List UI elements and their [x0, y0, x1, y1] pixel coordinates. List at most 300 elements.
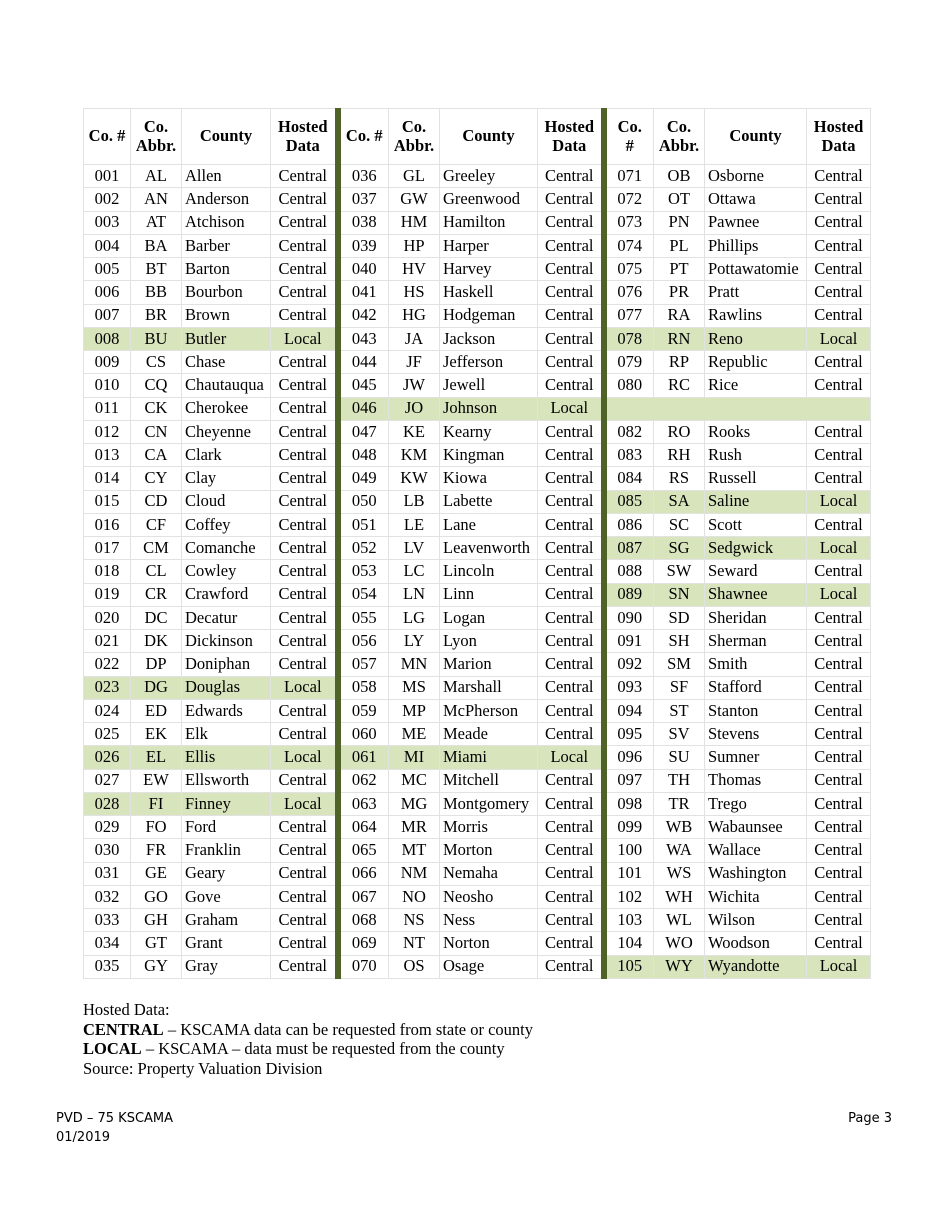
table-row — [84, 304, 871, 327]
county-abbr: AN — [131, 188, 182, 211]
table-row — [84, 490, 871, 513]
hosted-data: Central — [538, 327, 604, 350]
county-name: Lane — [440, 513, 538, 536]
hosted-data: Central — [538, 885, 604, 908]
county-name: Grant — [182, 932, 271, 955]
county-abbr: SV — [654, 723, 705, 746]
county-abbr: RA — [654, 304, 705, 327]
county-abbr: JO — [389, 397, 440, 420]
hosted-data: Central — [271, 583, 338, 606]
table-row — [84, 351, 871, 374]
table-row — [84, 467, 871, 490]
hosted-data: Central — [271, 490, 338, 513]
hosted-data: Central — [807, 467, 871, 490]
county-number: 096 — [604, 746, 654, 769]
county-number: 089 — [604, 583, 654, 606]
county-abbr: ST — [654, 699, 705, 722]
county-abbr: CD — [131, 490, 182, 513]
hosted-data: Central — [807, 560, 871, 583]
county-abbr: CK — [131, 397, 182, 420]
county-number: 075 — [604, 258, 654, 281]
county-abbr: LN — [389, 583, 440, 606]
county-name: Graham — [182, 909, 271, 932]
county-number: 101 — [604, 862, 654, 885]
county-name: Dickinson — [182, 630, 271, 653]
county-abbr: ME — [389, 723, 440, 746]
county-abbr: CF — [131, 513, 182, 536]
county-abbr: PN — [654, 211, 705, 234]
county-abbr: KW — [389, 467, 440, 490]
county-abbr: MG — [389, 792, 440, 815]
county-abbr: CY — [131, 467, 182, 490]
county-abbr: DG — [131, 676, 182, 699]
county-abbr: JF — [389, 351, 440, 374]
county-name: Osage — [440, 955, 538, 978]
county-name: Marshall — [440, 676, 538, 699]
county-table — [83, 108, 871, 979]
county-number: 062 — [338, 769, 389, 792]
county-name: Clay — [182, 467, 271, 490]
hosted-data: Central — [538, 676, 604, 699]
county-name: Linn — [440, 583, 538, 606]
county-name: Greeley — [440, 165, 538, 188]
hosted-data: Central — [538, 932, 604, 955]
table-row — [84, 862, 871, 885]
county-abbr: HV — [389, 258, 440, 281]
county-abbr: BT — [131, 258, 182, 281]
table-row — [84, 281, 871, 304]
county-number: 105 — [604, 955, 654, 978]
hosted-data: Central — [271, 932, 338, 955]
county-abbr: GT — [131, 932, 182, 955]
table-row — [84, 327, 871, 350]
county-abbr: KM — [389, 444, 440, 467]
county-number: 027 — [84, 769, 131, 792]
county-name: Douglas — [182, 676, 271, 699]
county-name: Pratt — [705, 281, 807, 304]
county-abbr: LB — [389, 490, 440, 513]
county-name: Gray — [182, 955, 271, 978]
table-row — [84, 630, 871, 653]
county-abbr: ED — [131, 699, 182, 722]
hosted-data: Local — [538, 397, 604, 420]
county-abbr: FO — [131, 816, 182, 839]
hosted-data: Central — [807, 630, 871, 653]
county-name: Osborne — [705, 165, 807, 188]
county-number: 079 — [604, 351, 654, 374]
county-name: Reno — [705, 327, 807, 350]
county-abbr: SN — [654, 583, 705, 606]
county-name: Ellsworth — [182, 769, 271, 792]
footer-page-number: Page 3 — [848, 1111, 892, 1126]
county-number: 036 — [338, 165, 389, 188]
hosted-data: Central — [807, 816, 871, 839]
table-row — [84, 839, 871, 862]
county-number: 095 — [604, 723, 654, 746]
county-abbr: SM — [654, 653, 705, 676]
county-number: 010 — [84, 374, 131, 397]
hosted-data: Central — [807, 234, 871, 257]
county-name: Cowley — [182, 560, 271, 583]
hosted-data: Central — [807, 676, 871, 699]
county-name: Leavenworth — [440, 537, 538, 560]
county-number: 015 — [84, 490, 131, 513]
county-name: Morris — [440, 816, 538, 839]
hosted-data: Central — [271, 862, 338, 885]
county-name: Franklin — [182, 839, 271, 862]
county-number: 035 — [84, 955, 131, 978]
county-number: 052 — [338, 537, 389, 560]
county-number: 039 — [338, 234, 389, 257]
county-abbr: GL — [389, 165, 440, 188]
county-abbr: WO — [654, 932, 705, 955]
county-name: Lyon — [440, 630, 538, 653]
county-abbr: NS — [389, 909, 440, 932]
county-number: 051 — [338, 513, 389, 536]
table-row — [84, 723, 871, 746]
county-name: Anderson — [182, 188, 271, 211]
county-name: Wichita — [705, 885, 807, 908]
hosted-data: Central — [807, 606, 871, 629]
county-name: Norton — [440, 932, 538, 955]
county-abbr: OB — [654, 165, 705, 188]
county-abbr: RO — [654, 420, 705, 443]
county-number: 072 — [604, 188, 654, 211]
hosted-data: Central — [807, 513, 871, 536]
county-number: 059 — [338, 699, 389, 722]
hosted-data: Central — [271, 909, 338, 932]
county-number: 041 — [338, 281, 389, 304]
hosted-data: Central — [538, 188, 604, 211]
county-name: Nemaha — [440, 862, 538, 885]
hosted-data: Local — [271, 746, 338, 769]
hosted-data: Central — [271, 397, 338, 420]
hosted-data: Central — [271, 630, 338, 653]
table-row — [84, 885, 871, 908]
county-name: Coffey — [182, 513, 271, 536]
hosted-data: Central — [538, 723, 604, 746]
county-abbr: GY — [131, 955, 182, 978]
hosted-data: Central — [807, 792, 871, 815]
county-number: 066 — [338, 862, 389, 885]
county-abbr: HS — [389, 281, 440, 304]
county-number: 028 — [84, 792, 131, 815]
hosted-data: Central — [538, 165, 604, 188]
county-number: 100 — [604, 839, 654, 862]
county-name: Atchison — [182, 211, 271, 234]
county-number: 084 — [604, 467, 654, 490]
county-name: Comanche — [182, 537, 271, 560]
header-co-abbr: Co. Abbr. — [389, 109, 440, 165]
county-abbr: SG — [654, 537, 705, 560]
county-abbr: MR — [389, 816, 440, 839]
county-number: 076 — [604, 281, 654, 304]
table-row — [84, 560, 871, 583]
county-number: 061 — [338, 746, 389, 769]
hosted-data: Central — [271, 165, 338, 188]
county-abbr: RP — [654, 351, 705, 374]
county-abbr: RC — [654, 374, 705, 397]
county-name: Republic — [705, 351, 807, 374]
county-name: Miami — [440, 746, 538, 769]
blank-cell — [604, 397, 871, 420]
hosted-data: Central — [538, 513, 604, 536]
county-number: 073 — [604, 211, 654, 234]
county-name: Johnson — [440, 397, 538, 420]
county-abbr: BA — [131, 234, 182, 257]
county-name: Clark — [182, 444, 271, 467]
county-number: 065 — [338, 839, 389, 862]
county-number: 040 — [338, 258, 389, 281]
county-name: Decatur — [182, 606, 271, 629]
header-co-num: Co. # — [84, 109, 131, 165]
hosted-data: Central — [807, 304, 871, 327]
county-number: 020 — [84, 606, 131, 629]
county-name: Cherokee — [182, 397, 271, 420]
legend-central-term: CENTRAL — [83, 1019, 164, 1039]
county-abbr: CL — [131, 560, 182, 583]
county-name: Wilson — [705, 909, 807, 932]
county-abbr: BB — [131, 281, 182, 304]
hosted-data: Central — [807, 258, 871, 281]
county-number: 031 — [84, 862, 131, 885]
county-number: 004 — [84, 234, 131, 257]
hosted-data: Central — [271, 560, 338, 583]
county-number: 012 — [84, 420, 131, 443]
hosted-data: Central — [807, 746, 871, 769]
county-name: Kingman — [440, 444, 538, 467]
county-abbr: MI — [389, 746, 440, 769]
hosted-data: Central — [807, 281, 871, 304]
hosted-data: Central — [538, 862, 604, 885]
county-name: Lincoln — [440, 560, 538, 583]
county-number: 014 — [84, 467, 131, 490]
county-abbr: SD — [654, 606, 705, 629]
county-number: 064 — [338, 816, 389, 839]
county-name: Hodgeman — [440, 304, 538, 327]
county-abbr: MP — [389, 699, 440, 722]
county-number: 054 — [338, 583, 389, 606]
county-name: Ellis — [182, 746, 271, 769]
county-abbr: PL — [654, 234, 705, 257]
county-abbr: CQ — [131, 374, 182, 397]
county-abbr: JW — [389, 374, 440, 397]
county-name: Russell — [705, 467, 807, 490]
hosted-data: Local — [807, 583, 871, 606]
county-number: 097 — [604, 769, 654, 792]
county-name: Pawnee — [705, 211, 807, 234]
county-abbr: WY — [654, 955, 705, 978]
county-name: Stevens — [705, 723, 807, 746]
hosted-data: Central — [538, 537, 604, 560]
header-hosted-data: Hosted Data — [807, 109, 871, 165]
county-name: Trego — [705, 792, 807, 815]
hosted-data: Local — [807, 490, 871, 513]
table-row — [84, 258, 871, 281]
hosted-data: Central — [538, 839, 604, 862]
county-abbr: HM — [389, 211, 440, 234]
county-name: Brown — [182, 304, 271, 327]
county-number: 048 — [338, 444, 389, 467]
hosted-data: Central — [807, 351, 871, 374]
hosted-data: Central — [271, 467, 338, 490]
county-name: Geary — [182, 862, 271, 885]
table-row — [84, 955, 871, 978]
county-name: Allen — [182, 165, 271, 188]
hosted-data: Central — [807, 932, 871, 955]
county-abbr: NO — [389, 885, 440, 908]
header-co-num: Co. # — [338, 109, 389, 165]
county-abbr: GH — [131, 909, 182, 932]
hosted-data: Central — [538, 374, 604, 397]
legend — [83, 1000, 533, 1078]
county-name: Ford — [182, 816, 271, 839]
county-name: Finney — [182, 792, 271, 815]
hosted-data: Central — [271, 374, 338, 397]
table-row — [84, 374, 871, 397]
county-number: 088 — [604, 560, 654, 583]
county-number: 050 — [338, 490, 389, 513]
county-name: Neosho — [440, 885, 538, 908]
county-abbr: RN — [654, 327, 705, 350]
hosted-data: Central — [538, 444, 604, 467]
county-number: 077 — [604, 304, 654, 327]
hosted-data: Local — [807, 327, 871, 350]
county-abbr: GO — [131, 885, 182, 908]
hosted-data: Central — [538, 304, 604, 327]
county-abbr: JA — [389, 327, 440, 350]
county-number: 099 — [604, 816, 654, 839]
county-abbr: DC — [131, 606, 182, 629]
hosted-data: Central — [538, 467, 604, 490]
table-row — [84, 769, 871, 792]
county-number: 007 — [84, 304, 131, 327]
county-number: 032 — [84, 885, 131, 908]
county-name: Jefferson — [440, 351, 538, 374]
table-row — [84, 909, 871, 932]
hosted-data: Central — [538, 606, 604, 629]
hosted-data: Central — [271, 839, 338, 862]
county-name: Gove — [182, 885, 271, 908]
hosted-data: Central — [538, 909, 604, 932]
hosted-data: Central — [538, 490, 604, 513]
county-number: 037 — [338, 188, 389, 211]
county-number: 026 — [84, 746, 131, 769]
legend-local — [83, 1039, 533, 1059]
hosted-data: Central — [807, 420, 871, 443]
hosted-data: Central — [538, 792, 604, 815]
county-name: Mitchell — [440, 769, 538, 792]
county-name: Jackson — [440, 327, 538, 350]
table-row — [84, 792, 871, 815]
county-number: 063 — [338, 792, 389, 815]
county-abbr: HP — [389, 234, 440, 257]
county-abbr: MC — [389, 769, 440, 792]
county-number: 025 — [84, 723, 131, 746]
county-name: Kearny — [440, 420, 538, 443]
county-abbr: RS — [654, 467, 705, 490]
county-number: 093 — [604, 676, 654, 699]
table-row — [84, 816, 871, 839]
hosted-data: Central — [271, 420, 338, 443]
legend-local-text: – KSCAMA – data must be requested from the county — [141, 1039, 505, 1058]
county-number: 022 — [84, 653, 131, 676]
county-number: 018 — [84, 560, 131, 583]
county-name: Montgomery — [440, 792, 538, 815]
county-abbr: MT — [389, 839, 440, 862]
county-abbr: AL — [131, 165, 182, 188]
table-row — [84, 188, 871, 211]
hosted-data: Local — [807, 955, 871, 978]
county-name: Sedgwick — [705, 537, 807, 560]
county-number: 057 — [338, 653, 389, 676]
county-number: 078 — [604, 327, 654, 350]
county-number: 019 — [84, 583, 131, 606]
county-abbr: PT — [654, 258, 705, 281]
hosted-data: Central — [538, 258, 604, 281]
county-abbr: WH — [654, 885, 705, 908]
county-number: 034 — [84, 932, 131, 955]
county-number: 016 — [84, 513, 131, 536]
county-abbr: DP — [131, 653, 182, 676]
legend-source: Source: Property Valuation Division — [83, 1058, 323, 1078]
hosted-data: Central — [271, 723, 338, 746]
county-abbr: AT — [131, 211, 182, 234]
hosted-data: Central — [538, 769, 604, 792]
county-number: 017 — [84, 537, 131, 560]
county-number: 053 — [338, 560, 389, 583]
county-abbr: SH — [654, 630, 705, 653]
header-co-abbr: Co. Abbr. — [654, 109, 705, 165]
county-abbr: WB — [654, 816, 705, 839]
county-name: Logan — [440, 606, 538, 629]
county-abbr: EL — [131, 746, 182, 769]
county-name: Rawlins — [705, 304, 807, 327]
county-abbr: MN — [389, 653, 440, 676]
county-number: 071 — [604, 165, 654, 188]
county-abbr: TR — [654, 792, 705, 815]
hosted-data: Local — [271, 792, 338, 815]
table-row — [84, 513, 871, 536]
table-row — [84, 420, 871, 443]
hosted-data: Central — [271, 281, 338, 304]
county-abbr: GW — [389, 188, 440, 211]
county-name: Scott — [705, 513, 807, 536]
footer-doc-id: PVD – 75 KSCAMA — [56, 1111, 174, 1126]
table-row — [84, 699, 871, 722]
county-abbr: BR — [131, 304, 182, 327]
county-number: 033 — [84, 909, 131, 932]
hosted-data: Central — [807, 885, 871, 908]
county-number: 046 — [338, 397, 389, 420]
county-abbr: RH — [654, 444, 705, 467]
county-name: Smith — [705, 653, 807, 676]
header-co-abbr: Co. Abbr. — [131, 109, 182, 165]
county-abbr: EK — [131, 723, 182, 746]
county-number: 092 — [604, 653, 654, 676]
county-abbr: WS — [654, 862, 705, 885]
hosted-data: Local — [271, 676, 338, 699]
county-name: Rice — [705, 374, 807, 397]
county-name: Wallace — [705, 839, 807, 862]
county-name: Seward — [705, 560, 807, 583]
hosted-data: Central — [538, 955, 604, 978]
county-abbr: OS — [389, 955, 440, 978]
hosted-data: Central — [807, 188, 871, 211]
county-name: Thomas — [705, 769, 807, 792]
county-name: Washington — [705, 862, 807, 885]
hosted-data: Central — [271, 606, 338, 629]
